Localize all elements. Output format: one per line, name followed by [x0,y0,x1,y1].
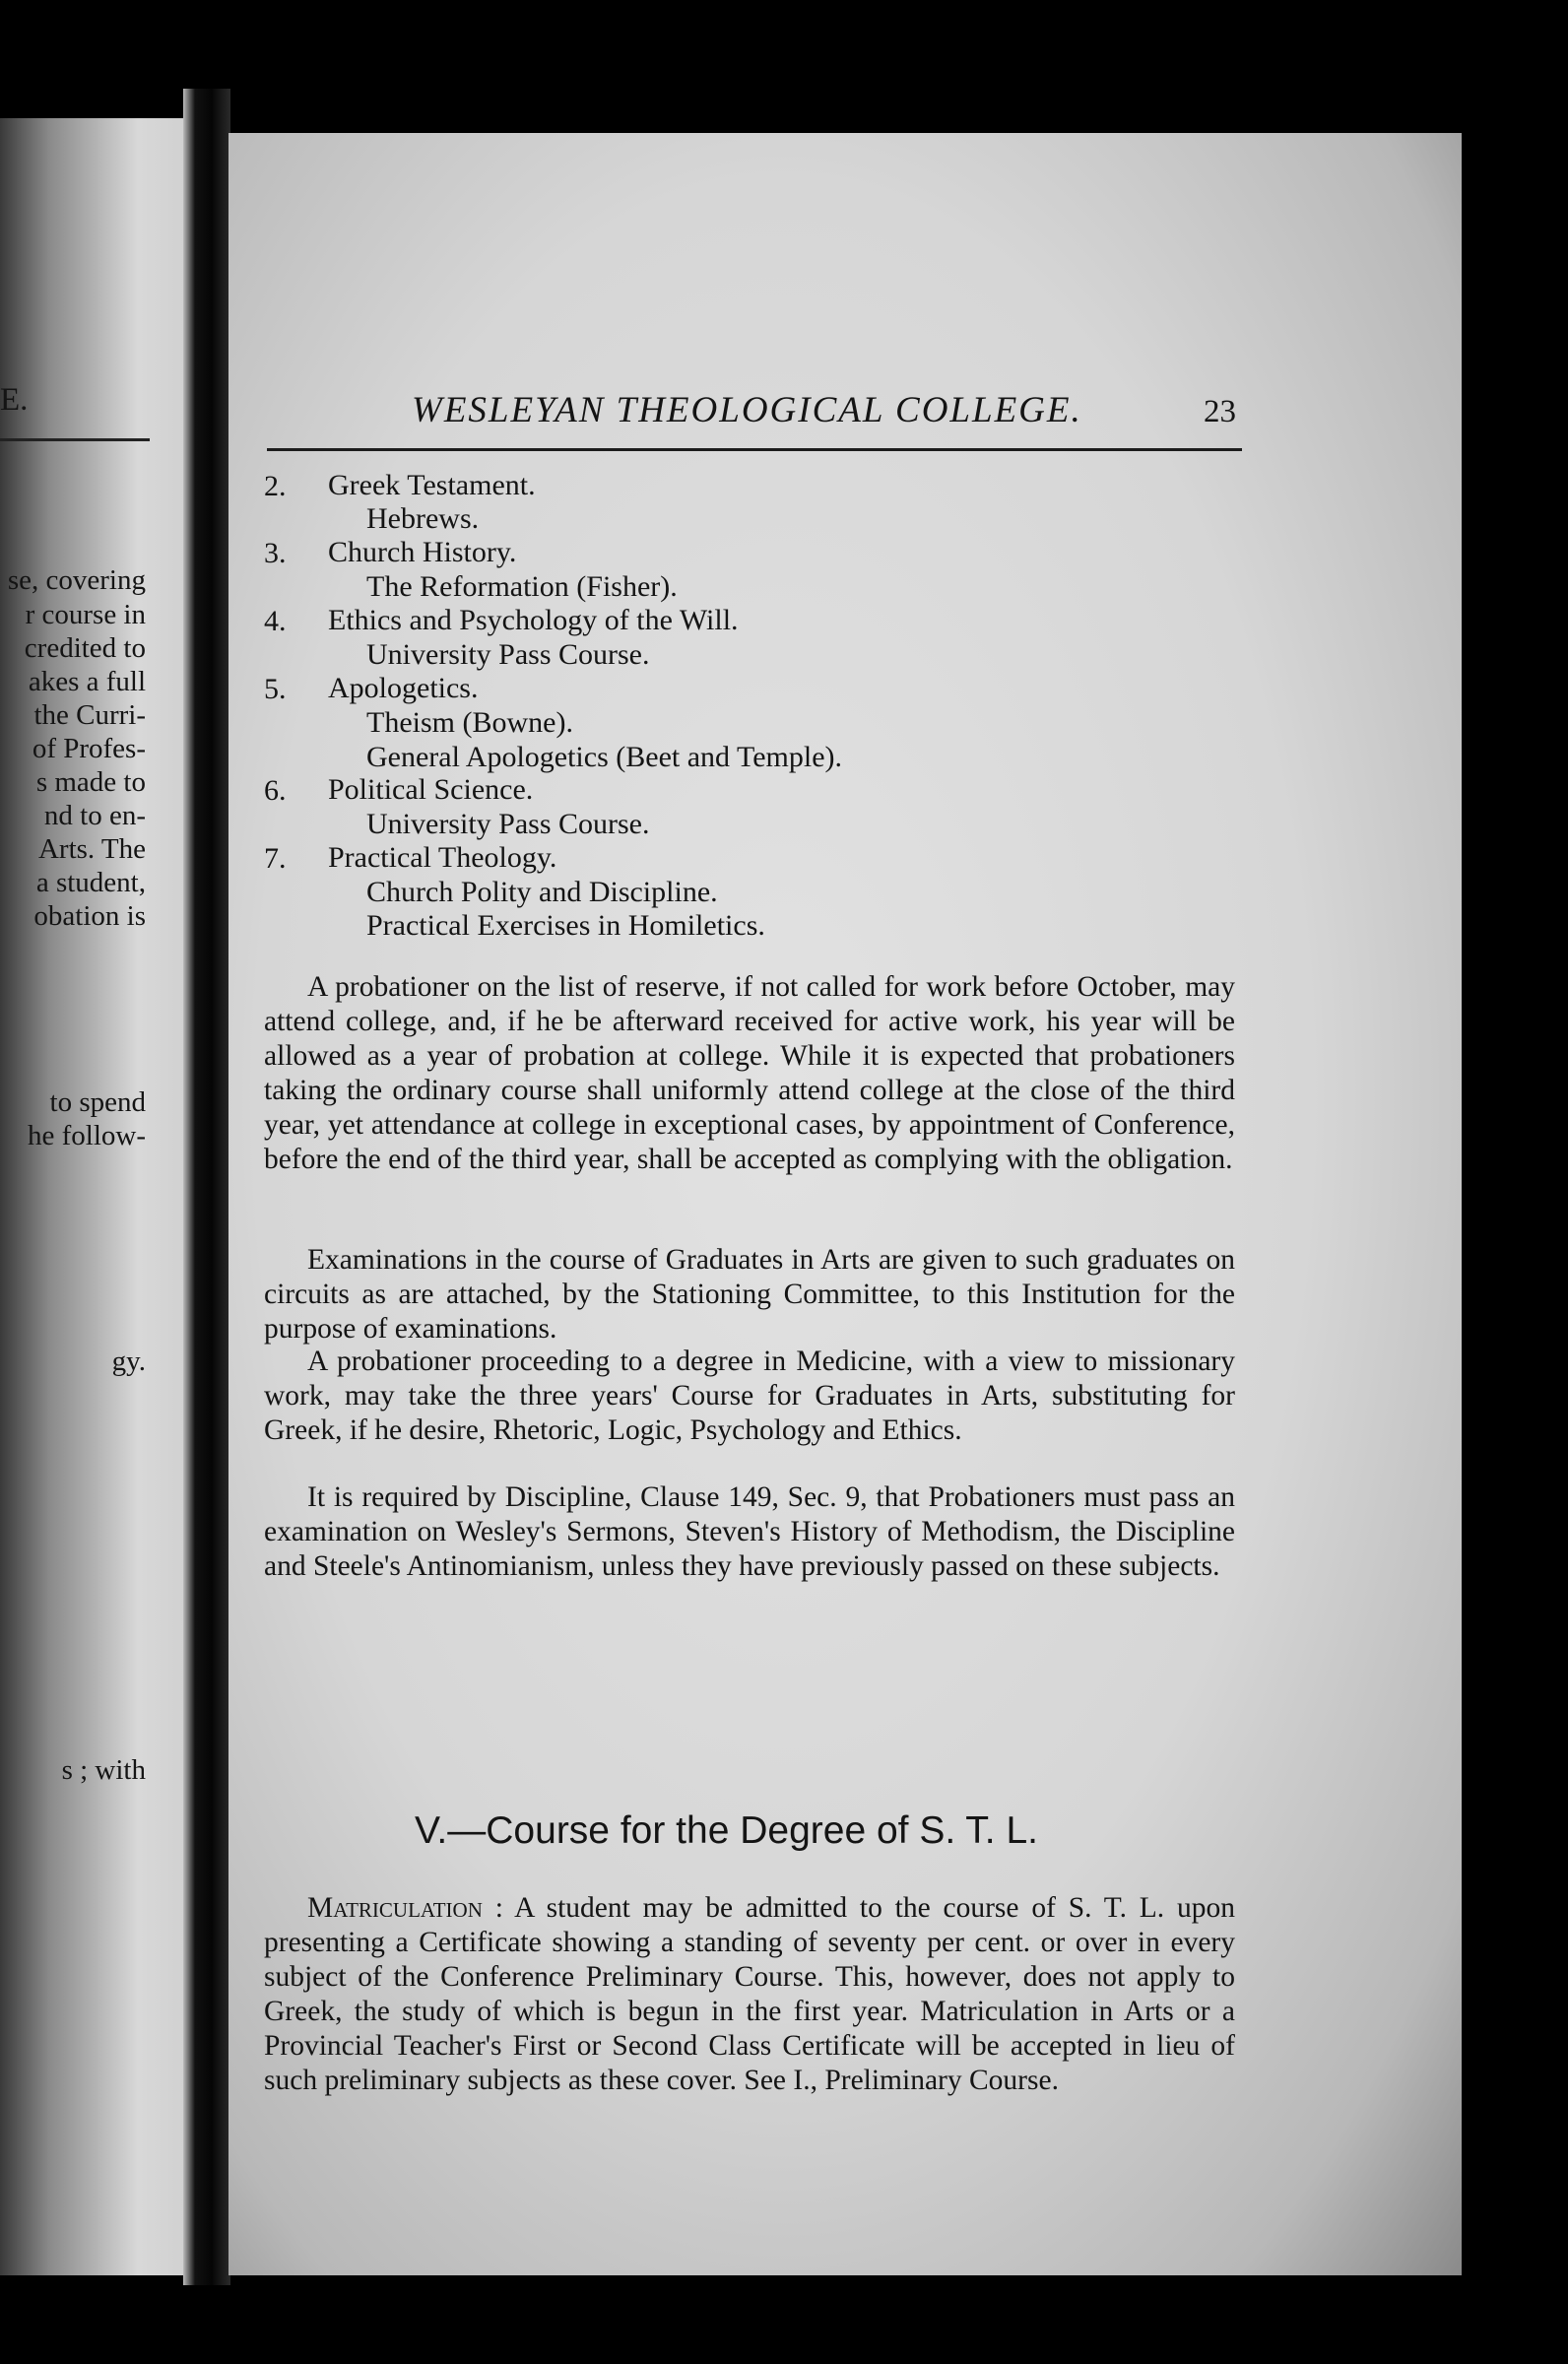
body-paragraph: Examinations in the course of Graduates in Arts are given to such graduates on circuits as are attached, by the Stationing Committee, to this Institution for the purpose of examinations. [264,1244,1235,1345]
list-number: 3. [264,537,287,569]
left-page-rule [0,438,150,441]
course-subject: Greek Testament. [328,469,536,501]
left-page-line: r course in [25,599,146,630]
left-page-line: he follow- [28,1120,146,1151]
book-gutter [183,89,230,2285]
running-header: WESLEYAN THEOLOGICAL COLLEGE. [412,390,1082,430]
course-subject: Practical Theology. [328,841,557,874]
body-paragraph: A probationer proceeding to a degree in Medicine, with a view to missionary work, may take the three years' Course for Graduates in Arts, substituting for Greek, if he desire, Rhetoric, Logic, Psychology and Ethics. [264,1346,1235,1446]
header-rule [267,448,1242,451]
section-heading: V.—Course for the Degree of S. T. L. [415,1809,1039,1852]
left-page-line: s ; with [61,1754,146,1786]
left-page-line: credited to [24,632,146,664]
course-subitem: University Pass Course. [366,808,650,840]
course-subject: Church History. [328,536,517,568]
course-subitem: Practical Exercises in Homiletics. [366,909,765,942]
left-page-line: s made to [35,766,146,798]
course-subitem: Church Polity and Discipline. [366,876,718,908]
course-subject: Political Science. [328,773,534,806]
list-number: 4. [264,605,287,637]
body-paragraph: A probationer on the list of reserve, if not called for work before October, may attend college, and, if he be afterward received for active work, his year will be allowed as a year of probation at college. While it is expected that probationers taking the ordinary course shall uniformly attend college at the close of the third year, yet attendance at college in exceptional cases, by appointment of Conference, before the end of the third year, shall be accepted as complying with the obligation. [264,971,1235,1175]
course-subject: Ethics and Psychology of the Will. [328,604,739,636]
right-page [229,133,1462,2275]
matriculation-text: A student may be admitted to the course of S. T. L. upon presenting a Certificate showing a standing of seventy per cent. or over in every subject of the Conference Preliminary Course. This, however, does not apply to Greek, the study of which is begun in the first year. Matriculation in Arts or a Provincial Teacher's First or Second Class Certificate will be accepted in lieu of such preliminary subjects as these cover. See I., Preliminary Course. [264,1892,1235,2096]
course-subitem: General Apologetics (Beet and Temple). [366,741,843,773]
left-page-line: a student, [35,867,146,898]
page-number: 23 [1204,394,1236,429]
course-subitem: Theism (Bowne). [366,706,573,739]
list-number: 7. [264,842,287,875]
left-page-line: gy. [111,1346,146,1377]
list-number: 5. [264,673,287,705]
list-number: 2. [264,470,287,502]
course-subitem: Hebrews. [366,502,480,535]
matriculation-label: Matriculation : [307,1892,503,1924]
matriculation-paragraph [264,1891,1235,2098]
left-page-line: of Profes- [32,733,146,764]
left-page-line: obation is [33,900,146,932]
left-page-line: to spend [49,1086,146,1118]
course-subitem: University Pass Course. [366,638,650,671]
course-subitem: The Reformation (Fisher). [366,570,678,603]
left-page-line: the Curri- [33,699,146,731]
left-page-header-fragment: E. [0,382,29,418]
left-page-fragment [0,118,197,2275]
course-subject: Apologetics. [328,672,479,704]
body-paragraph: It is required by Discipline, Clause 149, Sec. 9, that Probationers must pass an examination on Wesley's Sermons, Steven's History of Methodism, the Discipline and Steele's Antinomianism, unless they have previously passed on these subjects. [264,1481,1235,1582]
left-page-line: Arts. The [37,833,146,865]
left-page-line: akes a full [28,666,146,697]
left-page-line: se, covering [7,564,146,596]
list-number: 6. [264,774,287,807]
left-page-line: nd to en- [43,800,146,831]
